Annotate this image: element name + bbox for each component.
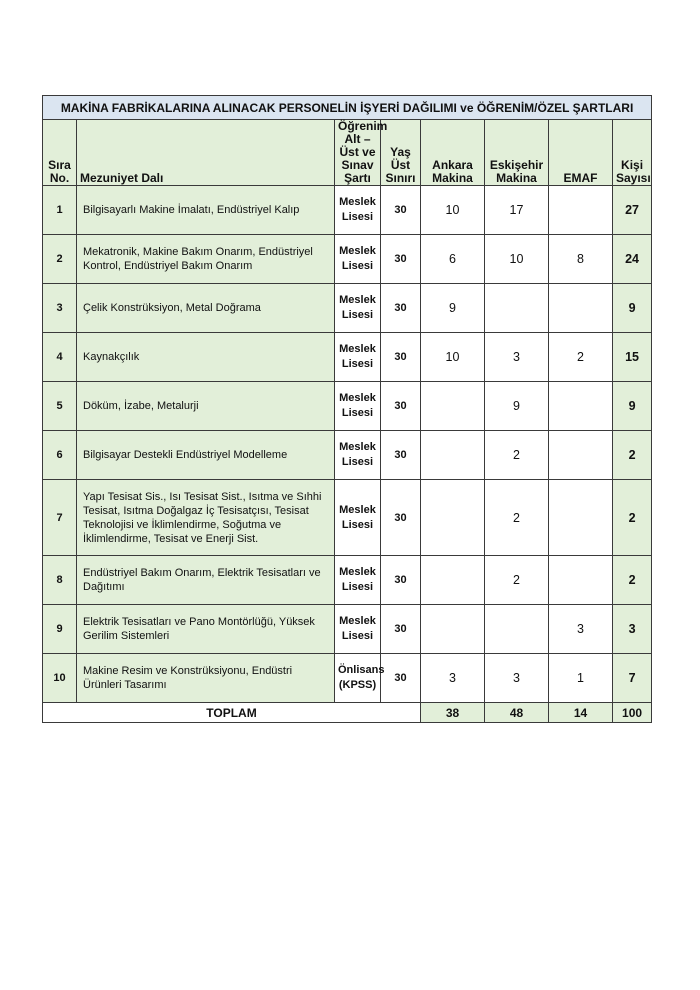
- row-ogrenim-sarti: Meslek Lisesi: [335, 382, 381, 431]
- row-ankara: 6: [421, 235, 485, 284]
- row-no: 8: [43, 556, 77, 605]
- row-eskisehir: [485, 284, 549, 333]
- row-ankara: 9: [421, 284, 485, 333]
- row-emaf: 1: [549, 654, 613, 703]
- row-ogrenim-sarti: Meslek Lisesi: [335, 333, 381, 382]
- header-kisi-sayisi: Kişi Sayısı: [613, 120, 652, 186]
- row-yas-siniri: 30: [381, 556, 421, 605]
- row-mezuniyet-dali: Makine Resim ve Konstrüksiyonu, Endüstri Ürünleri Tasarımı: [77, 654, 335, 703]
- row-no: 6: [43, 431, 77, 480]
- row-mezuniyet-dali: Kaynakçılık: [77, 333, 335, 382]
- row-ogrenim-sarti: Meslek Lisesi: [335, 480, 381, 556]
- table-row: [43, 605, 652, 654]
- row-eskisehir: [485, 605, 549, 654]
- row-no: 5: [43, 382, 77, 431]
- row-kisi-sayisi: 27: [613, 186, 652, 235]
- table-row: [43, 186, 652, 235]
- row-no: 9: [43, 605, 77, 654]
- header-emaf: EMAF: [549, 120, 613, 186]
- row-no: 7: [43, 480, 77, 556]
- row-kisi-sayisi: 15: [613, 333, 652, 382]
- row-yas-siniri: 30: [381, 284, 421, 333]
- row-eskisehir: 9: [485, 382, 549, 431]
- row-no: 3: [43, 284, 77, 333]
- row-emaf: 3: [549, 605, 613, 654]
- row-eskisehir: 3: [485, 333, 549, 382]
- row-yas-siniri: 30: [381, 480, 421, 556]
- row-kisi-sayisi: 9: [613, 382, 652, 431]
- row-kisi-sayisi: 2: [613, 431, 652, 480]
- table-row: [43, 556, 652, 605]
- row-ankara: [421, 382, 485, 431]
- row-mezuniyet-dali: Döküm, İzabe, Metalurji: [77, 382, 335, 431]
- row-emaf: [549, 186, 613, 235]
- row-kisi-sayisi: 3: [613, 605, 652, 654]
- row-eskisehir: 10: [485, 235, 549, 284]
- header-sira-no: Sıra No.: [43, 120, 77, 186]
- table-row: [43, 333, 652, 382]
- row-ankara: 10: [421, 186, 485, 235]
- row-kisi-sayisi: 2: [613, 480, 652, 556]
- total-row: [43, 703, 652, 723]
- row-yas-siniri: 30: [381, 654, 421, 703]
- row-ogrenim-sarti: Meslek Lisesi: [335, 235, 381, 284]
- row-eskisehir: 17: [485, 186, 549, 235]
- row-ankara: [421, 605, 485, 654]
- row-kisi-sayisi: 2: [613, 556, 652, 605]
- row-mezuniyet-dali: Bilgisayar Destekli Endüstriyel Modelleme: [77, 431, 335, 480]
- row-mezuniyet-dali: Yapı Tesisat Sis., Isı Tesisat Sist., Isıtma ve Sıhhi Tesisat, Isıtma Doğalgaz İç Tesisatçısı, Tesisat Teknolojisi ve İklimlendirme, Soğutma ve İklimlendirme, Tesisat ve Enerji Sist.: [77, 480, 335, 556]
- row-ogrenim-sarti: Önlisans (KPSS): [335, 654, 381, 703]
- table-row: [43, 431, 652, 480]
- header-eskisehir-makina: Eskişehir Makina: [485, 120, 549, 186]
- row-mezuniyet-dali: Endüstriyel Bakım Onarım, Elektrik Tesisatları ve Dağıtımı: [77, 556, 335, 605]
- total-eskisehir: 48: [485, 703, 549, 723]
- row-ankara: [421, 431, 485, 480]
- row-yas-siniri: 30: [381, 382, 421, 431]
- row-ogrenim-sarti: Meslek Lisesi: [335, 605, 381, 654]
- table-row: [43, 284, 652, 333]
- table-row: [43, 382, 652, 431]
- table-title: MAKİNA FABRİKALARINA ALINACAK PERSONELİN İŞYERİ DAĞILIMI ve ÖĞRENİM/ÖZEL ŞARTLARI: [43, 96, 652, 120]
- row-no: 2: [43, 235, 77, 284]
- row-ogrenim-sarti: Meslek Lisesi: [335, 556, 381, 605]
- row-mezuniyet-dali: Elektrik Tesisatları ve Pano Montörlüğü, Yüksek Gerilim Sistemleri: [77, 605, 335, 654]
- row-ogrenim-sarti: Meslek Lisesi: [335, 186, 381, 235]
- total-emaf: 14: [549, 703, 613, 723]
- row-mezuniyet-dali: Çelik Konstrüksiyon, Metal Doğrama: [77, 284, 335, 333]
- header-ogrenim-sarti: Öğrenim Alt – Üst ve Sınav Şartı: [335, 120, 381, 186]
- row-kisi-sayisi: 24: [613, 235, 652, 284]
- row-ankara: 10: [421, 333, 485, 382]
- table-row: [43, 654, 652, 703]
- header-ankara-makina: Ankara Makina: [421, 120, 485, 186]
- total-label: TOPLAM: [43, 703, 421, 723]
- header-yas-siniri: Yaş Üst Sınırı: [381, 120, 421, 186]
- row-ankara: 3: [421, 654, 485, 703]
- row-mezuniyet-dali: Mekatronik, Makine Bakım Onarım, Endüstriyel Kontrol, Endüstriyel Bakım Onarım: [77, 235, 335, 284]
- row-eskisehir: 3: [485, 654, 549, 703]
- row-ogrenim-sarti: Meslek Lisesi: [335, 284, 381, 333]
- row-emaf: 2: [549, 333, 613, 382]
- row-no: 1: [43, 186, 77, 235]
- total-kisi-sayisi: 100: [613, 703, 652, 723]
- total-ankara: 38: [421, 703, 485, 723]
- table-row: [43, 235, 652, 284]
- row-yas-siniri: 30: [381, 186, 421, 235]
- personnel-distribution-table: [42, 95, 652, 723]
- table-row: [43, 480, 652, 556]
- row-ankara: [421, 556, 485, 605]
- row-yas-siniri: 30: [381, 605, 421, 654]
- row-kisi-sayisi: 9: [613, 284, 652, 333]
- row-yas-siniri: 30: [381, 235, 421, 284]
- row-kisi-sayisi: 7: [613, 654, 652, 703]
- row-emaf: [549, 284, 613, 333]
- row-ankara: [421, 480, 485, 556]
- row-ogrenim-sarti: Meslek Lisesi: [335, 431, 381, 480]
- header-mezuniyet-dali: Mezuniyet Dalı: [77, 120, 335, 186]
- row-eskisehir: 2: [485, 480, 549, 556]
- row-emaf: [549, 556, 613, 605]
- row-yas-siniri: 30: [381, 431, 421, 480]
- row-emaf: [549, 382, 613, 431]
- row-eskisehir: 2: [485, 556, 549, 605]
- row-emaf: [549, 480, 613, 556]
- row-emaf: 8: [549, 235, 613, 284]
- row-emaf: [549, 431, 613, 480]
- row-no: 4: [43, 333, 77, 382]
- row-eskisehir: 2: [485, 431, 549, 480]
- row-mezuniyet-dali: Bilgisayarlı Makine İmalatı, Endüstriyel Kalıp: [77, 186, 335, 235]
- row-yas-siniri: 30: [381, 333, 421, 382]
- row-no: 10: [43, 654, 77, 703]
